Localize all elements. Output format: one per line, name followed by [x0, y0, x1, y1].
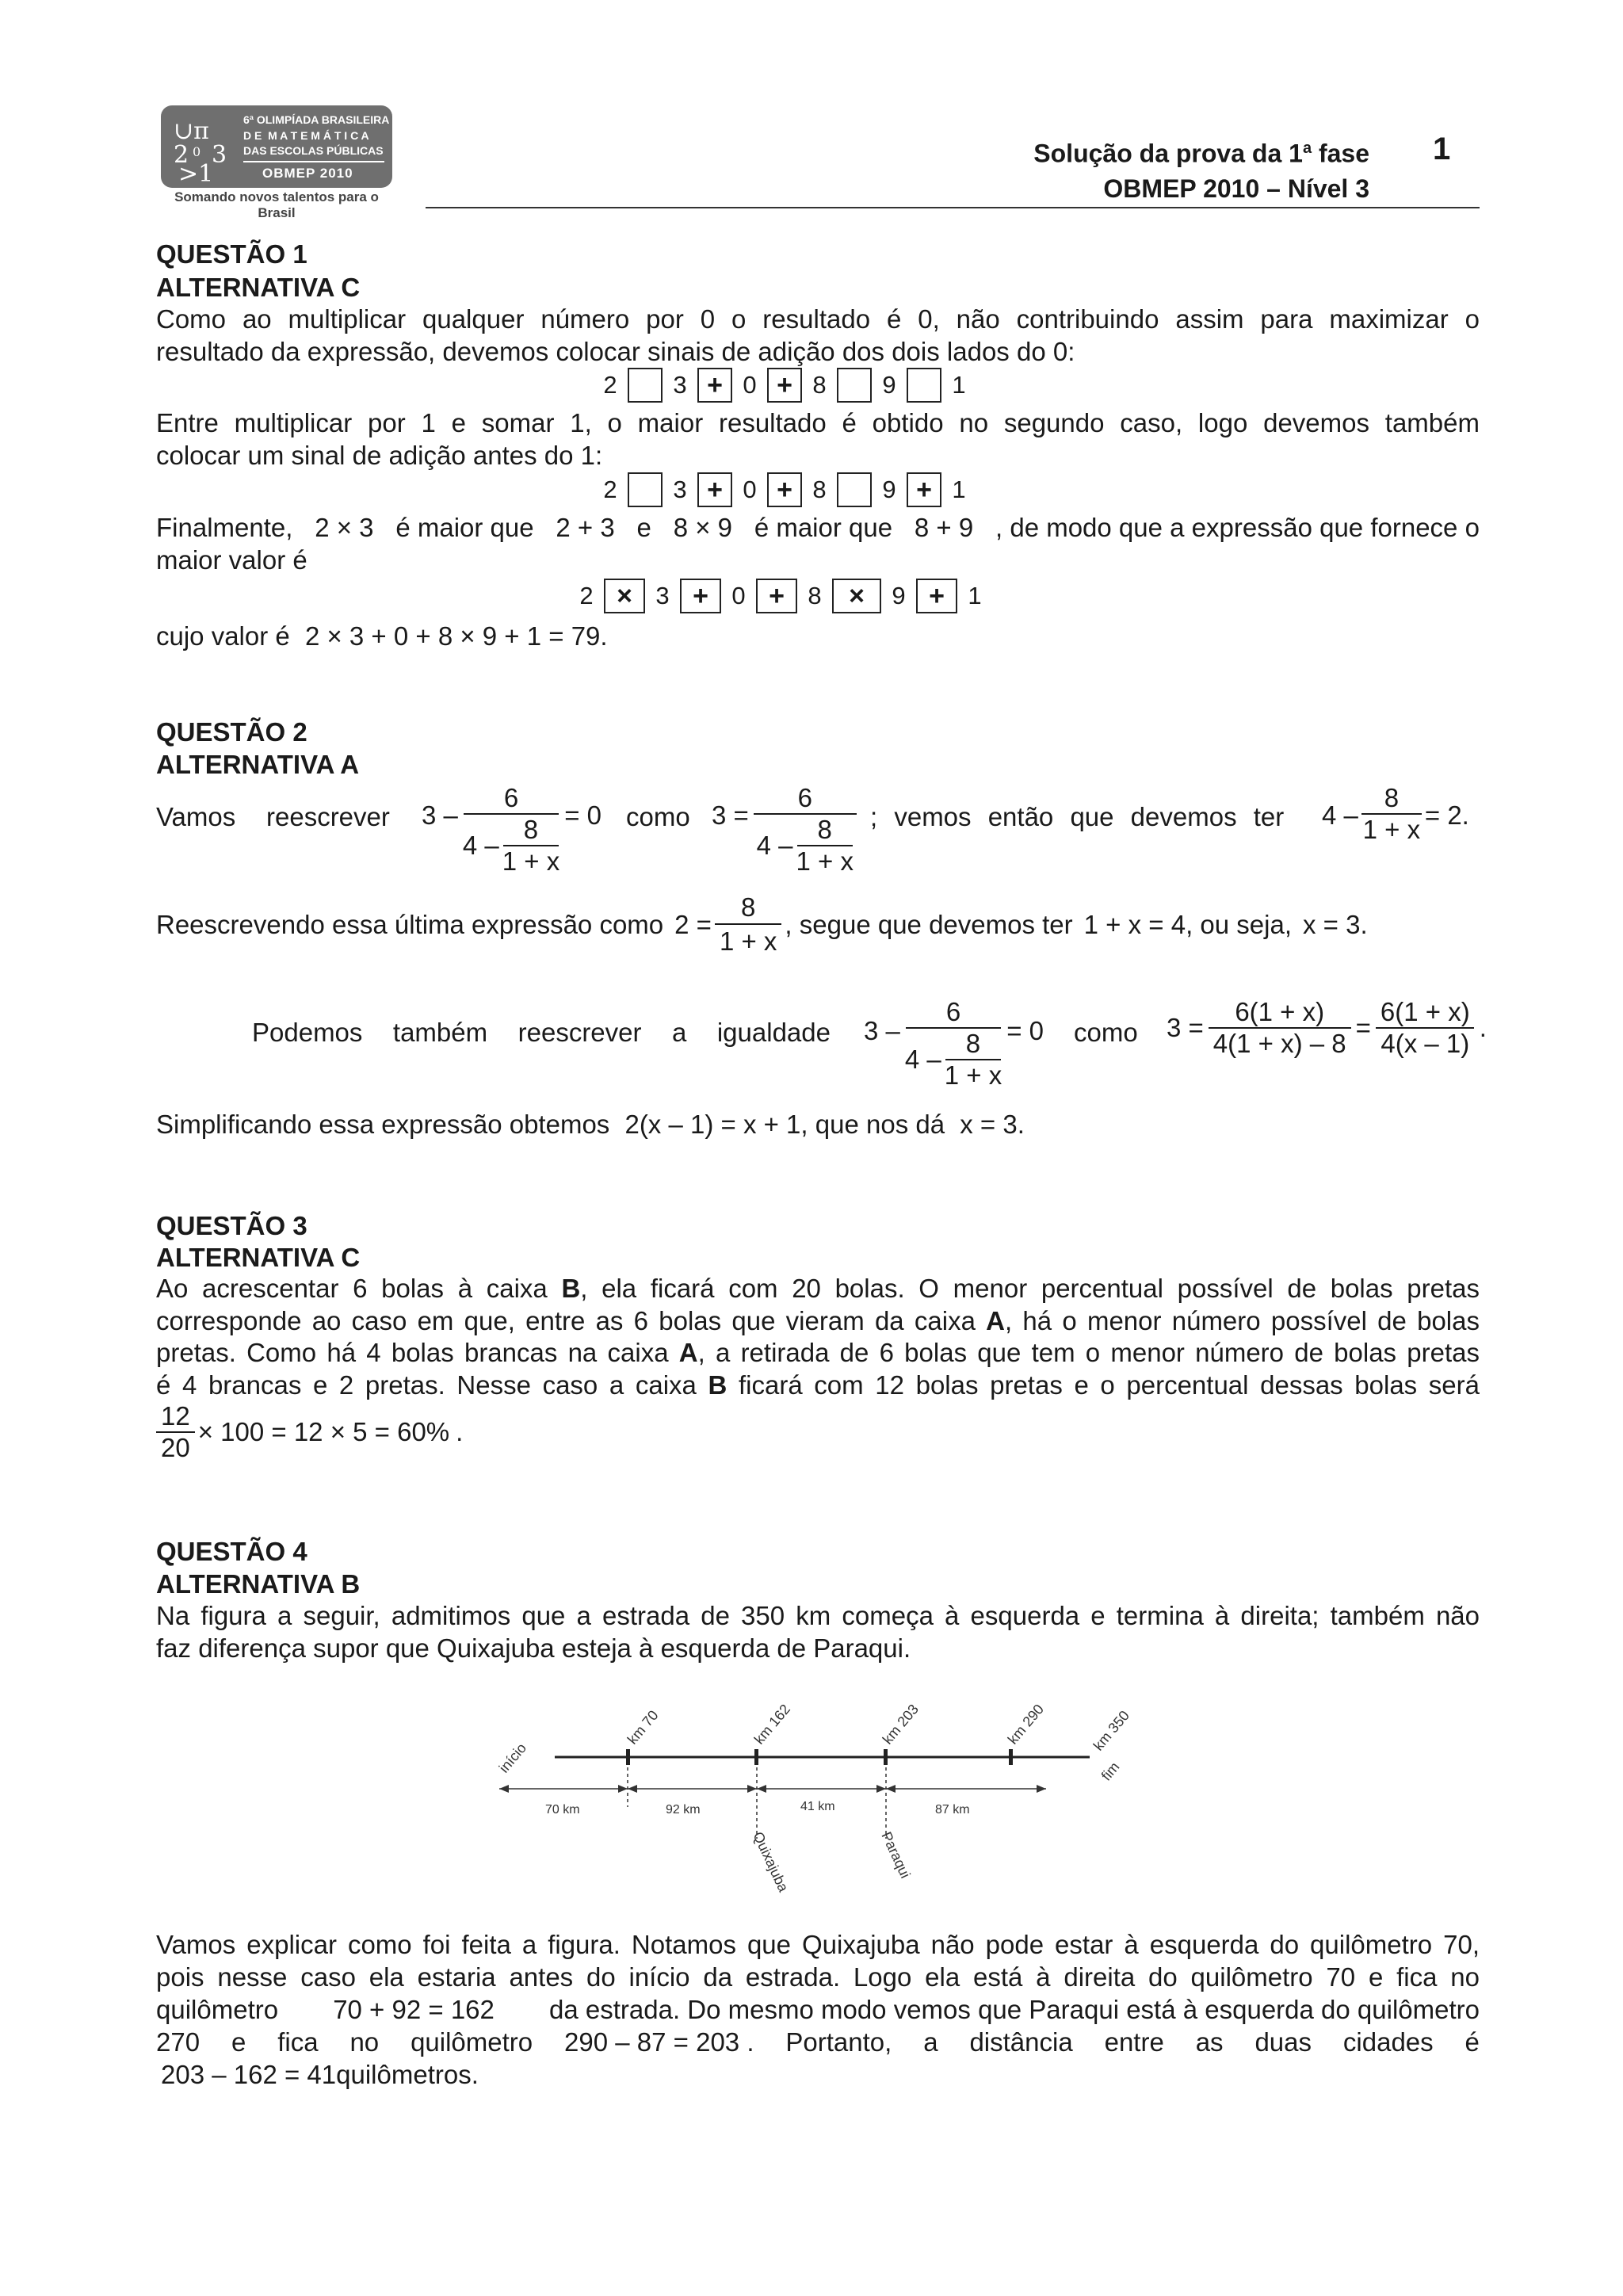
- q4-paragraph-2b: pois nesse caso ela estaria antes do início da estrada. Logo ela está à direita do quilômetro 70 e fica no: [156, 1962, 1480, 1992]
- math-lead: 3 –: [422, 800, 458, 830]
- arrow: [628, 1785, 637, 1793]
- q4-paragraph-1a: Na figura a seguir, admitimos que a estrada de 350 km começa à esquerda e termina à direita; também não: [156, 1601, 1480, 1630]
- header-title-sup: a: [1302, 139, 1312, 157]
- q2-word: Vamos: [156, 802, 236, 831]
- fraction: [796, 815, 854, 877]
- q4-paragraph-1b: faz diferença supor que Quixajuba esteja à esquerda de Paraqui.: [156, 1633, 911, 1663]
- text: é maior que: [754, 513, 893, 542]
- text: da estrada. Do mesmo modo vemos que Paraqui está à esquerda do quilômetro: [549, 1995, 1480, 2024]
- operator-box: +: [767, 368, 802, 403]
- digit: 9: [882, 371, 896, 399]
- nested-fraction: [905, 1029, 1002, 1091]
- text: .: [1360, 909, 1368, 939]
- operator-box: [837, 472, 872, 507]
- city-quixajuba: Quixajuba: [750, 1829, 792, 1895]
- q2-word: como: [1074, 1018, 1138, 1047]
- operator-box: +: [756, 579, 797, 613]
- text: Simplificando essa expressão obtemos: [156, 1110, 610, 1139]
- distance-1: 70 km: [545, 1803, 580, 1817]
- fraction: [715, 891, 781, 957]
- text: , há o menor número possível de bolas: [1005, 1306, 1480, 1335]
- q2-line-4: [156, 1108, 1025, 1140]
- q1-paragraph-4: [156, 620, 608, 652]
- arrow-left: [499, 1785, 509, 1793]
- arrow-right: [1037, 1785, 1046, 1793]
- label-km290: km 290: [1004, 1701, 1048, 1748]
- digit: 3: [655, 582, 670, 609]
- q3-answer: ALTERNATIVA C: [156, 1243, 361, 1272]
- distance-2: 92 km: [666, 1803, 701, 1817]
- tick-km203: [884, 1749, 888, 1765]
- operator-box: +: [916, 579, 957, 613]
- math-tail: = 0: [564, 800, 602, 830]
- logo-line-2: D E M A T E M Á T I C A: [243, 129, 369, 142]
- denominator: 4(x – 1): [1376, 1027, 1474, 1059]
- q3-line-3: [156, 1336, 1480, 1369]
- logo-divider: [243, 161, 384, 162]
- math-lead: 4 –: [904, 1045, 941, 1074]
- text: quilômetro: [156, 1995, 279, 2024]
- text: , segue que devemos ter: [785, 909, 1073, 939]
- svg-text:>1: >1: [178, 160, 214, 183]
- q2-expression-5: [1167, 997, 1487, 1059]
- logo-emblem: [170, 110, 242, 183]
- q2-expression-2: [712, 783, 861, 877]
- operator-box: [907, 368, 941, 403]
- math: 8 + 9: [914, 513, 974, 542]
- fraction: [905, 997, 1002, 1091]
- svg-text:2: 2: [174, 141, 189, 169]
- math: 203 – 162 = 41: [161, 2060, 337, 2089]
- logo-line-3: DAS ESCOLAS PÚBLICAS: [243, 144, 384, 157]
- header-title: [1033, 131, 1369, 206]
- pi-sigma-icon: [170, 110, 242, 183]
- math: 70 + 92 = 162: [333, 1995, 495, 2024]
- logo-line-4: OBMEP 2010: [262, 166, 353, 181]
- box-label: A: [986, 1306, 1006, 1335]
- arrow: [757, 1785, 766, 1793]
- label-km70: km 70: [624, 1707, 662, 1748]
- q2-answer: ALTERNATIVA A: [156, 750, 360, 779]
- text: , ou seja,: [1186, 909, 1293, 939]
- q1-title: QUESTÃO 1: [156, 239, 307, 269]
- fraction: [463, 783, 559, 877]
- digit: 1: [952, 371, 966, 399]
- q1-paragraph-2a: Entre multiplicar por 1 e somar 1, o maior resultado é obtido no segundo caso, logo devemos também: [156, 408, 1480, 437]
- numerator: 6: [945, 997, 961, 1026]
- text: 270: [156, 2027, 200, 2057]
- q1-paragraph-1a: Como ao multiplicar qualquer número por 0 o resultado é 0, não contribuindo assim para maximizar o: [156, 304, 1480, 334]
- text: fica: [277, 2027, 319, 2057]
- math: 2(x – 1) = x + 1: [624, 1110, 801, 1139]
- denominator: 4(1 + x) – 8: [1209, 1027, 1351, 1059]
- q4-paragraph-2a: Vamos explicar como foi feita a figura. Notamos que Quixajuba não pode estar à esquerda do quilômetro 70,: [156, 1930, 1480, 1959]
- road-diagram: [475, 1680, 1173, 1942]
- math: 8 × 9: [673, 513, 733, 542]
- math-lead: 4 –: [756, 831, 793, 860]
- text: é: [1465, 2027, 1480, 2057]
- fraction: [156, 1401, 195, 1463]
- arrow: [886, 1785, 896, 1793]
- arrow: [618, 1785, 628, 1793]
- arrow: [876, 1785, 886, 1793]
- text: , de modo que a expressão que fornece o: [995, 513, 1480, 542]
- q1-paragraph-3a: [156, 511, 1480, 544]
- denominator: 1 + x: [796, 846, 854, 876]
- denominator: 1 + x: [944, 1060, 1002, 1090]
- operator-box: [628, 472, 663, 507]
- text: as: [1195, 2027, 1224, 2057]
- digit: 3: [673, 476, 687, 503]
- digit: 0: [743, 476, 757, 503]
- logo-line-1: 6ª OLIMPÍADA BRASILEIRA: [243, 113, 390, 126]
- svg-text:0: 0: [193, 144, 201, 159]
- digit: 9: [892, 582, 906, 609]
- text: e: [636, 513, 651, 542]
- math: 290 – 87 = 203 .: [564, 2027, 754, 2057]
- math: × 100 = 12 × 5 = 60%: [197, 1417, 450, 1446]
- text: Portanto,: [785, 2027, 892, 2057]
- digit: 3: [673, 371, 687, 399]
- q2-expression-4: [864, 997, 1044, 1091]
- math-lead: 2 =: [674, 909, 712, 939]
- text: pretas. Como há 4 bolas brancas na caixa: [156, 1338, 679, 1367]
- operator-box: ×: [832, 579, 881, 613]
- text: .: [1017, 1110, 1025, 1139]
- fraction: [1209, 997, 1351, 1059]
- q2-line-3-text: Podemos também reescrever a igualdade: [252, 1018, 831, 1047]
- q2-expression-3: [1322, 783, 1469, 845]
- text: a: [923, 2027, 938, 2057]
- q2-word: como: [626, 802, 690, 831]
- denominator: 20: [156, 1431, 195, 1463]
- fraction: [754, 783, 857, 877]
- operator-box: +: [697, 368, 732, 403]
- header-rule: [426, 207, 1480, 208]
- logo-tagline: Somando novos talentos para o Brasil: [174, 189, 379, 220]
- text: .: [600, 621, 608, 651]
- arrow: [747, 1785, 757, 1793]
- denominator: 1 + x: [715, 923, 781, 957]
- q2-expression-1: [422, 783, 601, 877]
- label-inicio: início: [495, 1740, 530, 1776]
- operator-box: +: [767, 472, 802, 507]
- numerator: 6(1 + x): [1235, 997, 1325, 1026]
- numerator: 8: [741, 892, 756, 922]
- text: ficará com 12 bolas pretas e o percentual dessas bolas será: [727, 1370, 1480, 1400]
- digit: 1: [968, 582, 982, 609]
- tick-km70: [626, 1749, 630, 1765]
- fraction: [1361, 783, 1422, 845]
- numerator: 8: [817, 815, 832, 844]
- header-title-line1-end: fase: [1312, 139, 1369, 168]
- q1-paragraph-1b: resultado da expressão, devemos colocar sinais de adição dos dois lados do 0:: [156, 337, 1075, 366]
- math: x = 3: [1303, 909, 1361, 939]
- text: Ao acrescentar 6 bolas à caixa: [156, 1274, 562, 1303]
- math: x = 3: [960, 1110, 1018, 1139]
- text: , que nos dá: [800, 1110, 945, 1139]
- text: distância: [969, 2027, 1073, 2057]
- q3-title: QUESTÃO 3: [156, 1211, 307, 1240]
- text: , ela ficará com 20 bolas. O menor percentual possível de bolas pretas: [580, 1274, 1480, 1303]
- box-label: A: [678, 1338, 698, 1367]
- text: é 4 brancas e 2 pretas. Nesse caso a caixa: [156, 1370, 708, 1400]
- text: no: [349, 2027, 380, 2057]
- digit: 9: [882, 476, 896, 503]
- q2-text: ; vemos então que devemos ter: [870, 802, 1285, 831]
- label-km350: km 350: [1090, 1707, 1133, 1754]
- q1-expression-row-3: [569, 579, 992, 613]
- q4-answer: ALTERNATIVA B: [156, 1569, 361, 1599]
- text: cidades: [1342, 2027, 1434, 2057]
- numerator: 8: [1384, 783, 1400, 812]
- operator-box: ×: [604, 579, 645, 613]
- digit: 0: [731, 582, 746, 609]
- text: .: [1479, 1013, 1487, 1042]
- q1-answer: ALTERNATIVA C: [156, 273, 361, 302]
- tick-km162: [754, 1749, 758, 1765]
- q4-paragraph-2c: [156, 1993, 1480, 2026]
- numerator: 6(1 + x): [1380, 997, 1470, 1026]
- operator-box: [628, 368, 663, 403]
- denominator: 1 + x: [1362, 815, 1421, 844]
- q1-expression-row-1: [593, 368, 976, 403]
- q1-paragraph-3b: maior valor é: [156, 545, 307, 575]
- q1-expression-row-2: [593, 472, 976, 507]
- math-lead: 4 –: [1322, 800, 1358, 830]
- label-km162: km 162: [750, 1701, 794, 1748]
- math: 2 + 3: [556, 513, 615, 542]
- q2-line-2: [156, 891, 1368, 957]
- digit: 0: [743, 371, 757, 399]
- nested-fraction: [757, 815, 854, 877]
- fraction: [502, 815, 559, 877]
- operator-box: [837, 368, 872, 403]
- header-title-line1: Solução da prova da 1: [1033, 139, 1303, 168]
- text: entre: [1104, 2027, 1164, 2057]
- digit: 2: [603, 371, 617, 399]
- q2-title: QUESTÃO 2: [156, 717, 307, 747]
- text: duas: [1254, 2027, 1312, 2057]
- nested-fraction: [463, 815, 559, 877]
- text: e: [231, 2027, 246, 2057]
- math: 1 + x = 4: [1083, 909, 1186, 939]
- text: Finalmente,: [156, 513, 293, 542]
- text: é maior que: [395, 513, 534, 542]
- label-km203: km 203: [879, 1701, 922, 1748]
- math-tail: = 2: [1424, 800, 1462, 830]
- text: quilômetros.: [336, 2060, 479, 2089]
- city-paraqui: Paraqui: [878, 1829, 914, 1881]
- text: , a retirada de 6 bolas que tem o menor número de bolas pretas: [697, 1338, 1480, 1367]
- math-lead: 4 –: [462, 831, 499, 860]
- fraction: [945, 1029, 1002, 1091]
- box-label: B: [708, 1370, 727, 1400]
- operator-box: +: [680, 579, 721, 613]
- math-lead: 3 =: [712, 800, 749, 830]
- q3-line-1: [156, 1272, 1480, 1305]
- q2-word: reescrever: [266, 802, 390, 831]
- text: .: [456, 1417, 464, 1446]
- numerator: 6: [503, 783, 519, 812]
- math-lead: 3 =: [1167, 1013, 1204, 1042]
- text: .: [1461, 800, 1469, 830]
- operator-box: +: [697, 472, 732, 507]
- numerator: 12: [161, 1401, 190, 1431]
- q3-line-4: [156, 1369, 1480, 1401]
- operator-box: +: [907, 472, 941, 507]
- denominator: 1 + x: [502, 846, 560, 876]
- q1-paragraph-2b: colocar um sinal de adição antes do 1:: [156, 441, 603, 470]
- math: 2 × 3: [315, 513, 374, 542]
- q3-formula: [156, 1401, 463, 1463]
- obmep-logo: [161, 105, 392, 188]
- distance-3: 41 km: [800, 1800, 835, 1813]
- text: quilômetro: [411, 2027, 533, 2057]
- text: cujo valor é: [156, 621, 290, 651]
- numerator: 8: [965, 1029, 981, 1058]
- label-fim: fim: [1098, 1759, 1123, 1784]
- digit: 8: [808, 582, 822, 609]
- page-number: 1: [1433, 132, 1451, 166]
- svg-text:∪π: ∪π: [174, 117, 209, 145]
- svg-text:3: 3: [212, 141, 227, 169]
- header-title-line2: OBMEP 2010 – Nível 3: [1103, 174, 1369, 203]
- q4-paragraph-2d: [156, 2026, 1480, 2058]
- tick-km290: [1009, 1749, 1013, 1765]
- numerator: 6: [797, 783, 812, 812]
- digit: 2: [603, 476, 617, 503]
- math-lead: 3 –: [864, 1016, 900, 1045]
- math-tail: = 0: [1006, 1016, 1044, 1045]
- q4-title: QUESTÃO 4: [156, 1537, 307, 1566]
- text: Reescrevendo essa última expressão como: [156, 909, 664, 939]
- math: 2 × 3 + 0 + 8 × 9 + 1 = 79: [304, 621, 601, 651]
- digit: 8: [812, 476, 827, 503]
- digit: 2: [579, 582, 594, 609]
- math-eq: =: [1355, 1013, 1371, 1042]
- text: corresponde ao caso em que, entre as 6 bolas que vieram da caixa: [156, 1306, 987, 1335]
- numerator: 8: [523, 815, 539, 844]
- digit: 1: [952, 476, 966, 503]
- q4-paragraph-2e: [161, 2058, 479, 2091]
- distance-4: 87 km: [935, 1803, 970, 1817]
- fraction: [1376, 997, 1475, 1059]
- digit: 8: [812, 371, 827, 399]
- box-label: B: [561, 1274, 581, 1303]
- q3-line-2: [156, 1305, 1480, 1337]
